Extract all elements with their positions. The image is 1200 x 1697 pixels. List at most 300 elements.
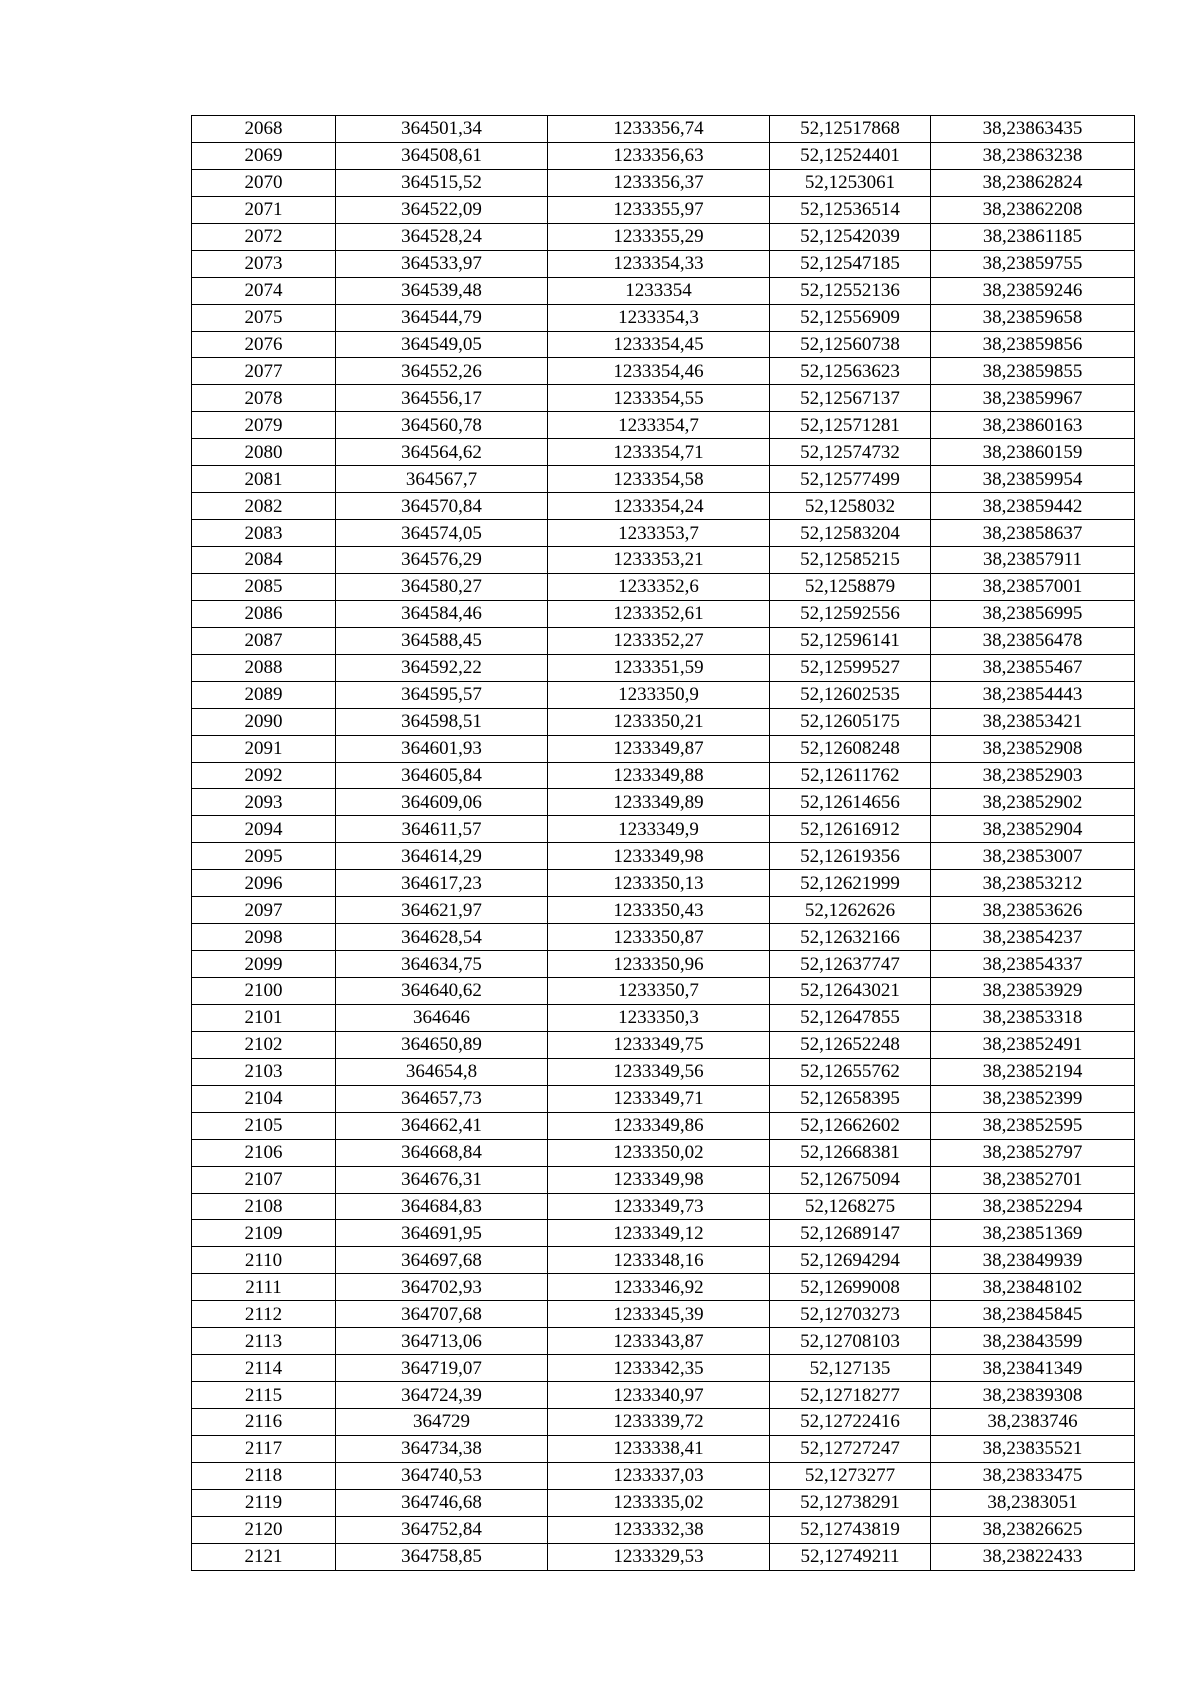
table-row: [192, 1489, 1135, 1516]
latitude-cell: 52,127135: [770, 1355, 931, 1382]
y-coordinate-cell: 1233342,35: [548, 1355, 770, 1382]
x-coordinate-cell: 364539,48: [336, 277, 548, 304]
longitude-cell: 38,23862824: [931, 169, 1135, 196]
latitude-cell: 52,12708103: [770, 1328, 931, 1355]
x-coordinate-cell: 364522,09: [336, 196, 548, 223]
x-coordinate-cell: 364515,52: [336, 169, 548, 196]
x-coordinate-cell: 364740,53: [336, 1462, 548, 1489]
y-coordinate-cell: 1233337,03: [548, 1462, 770, 1489]
longitude-cell: 38,2383051: [931, 1489, 1135, 1516]
longitude-cell: 38,23839308: [931, 1382, 1135, 1409]
y-coordinate-cell: 1233352,61: [548, 600, 770, 627]
table-row: [192, 897, 1135, 924]
x-coordinate-cell: 364640,62: [336, 978, 548, 1005]
latitude-cell: 52,1258032: [770, 493, 931, 520]
table-row: [192, 116, 1135, 143]
table-row: [192, 789, 1135, 816]
longitude-cell: 38,23852701: [931, 1166, 1135, 1193]
longitude-cell: 38,23860159: [931, 439, 1135, 466]
x-coordinate-cell: 364758,85: [336, 1543, 548, 1570]
longitude-cell: 38,23852399: [931, 1085, 1135, 1112]
table-row: [192, 681, 1135, 708]
x-coordinate-cell: 364560,78: [336, 412, 548, 439]
longitude-cell: 38,23822433: [931, 1543, 1135, 1570]
longitude-cell: 38,23852908: [931, 735, 1135, 762]
y-coordinate-cell: 1233346,92: [548, 1274, 770, 1301]
table-row: [192, 412, 1135, 439]
point-number-cell: 2102: [192, 1031, 336, 1058]
x-coordinate-cell: 364574,05: [336, 520, 548, 547]
longitude-cell: 38,23852903: [931, 762, 1135, 789]
point-number-cell: 2095: [192, 843, 336, 870]
point-number-cell: 2076: [192, 331, 336, 358]
latitude-cell: 52,12536514: [770, 196, 931, 223]
point-number-cell: 2086: [192, 600, 336, 627]
y-coordinate-cell: 1233350,21: [548, 708, 770, 735]
x-coordinate-cell: 364528,24: [336, 223, 548, 250]
latitude-cell: 52,12668381: [770, 1139, 931, 1166]
longitude-cell: 38,23859954: [931, 466, 1135, 493]
table-row: [192, 1301, 1135, 1328]
table-row: [192, 1031, 1135, 1058]
point-number-cell: 2097: [192, 897, 336, 924]
latitude-cell: 52,12662602: [770, 1112, 931, 1139]
y-coordinate-cell: 1233349,89: [548, 789, 770, 816]
latitude-cell: 52,1273277: [770, 1462, 931, 1489]
latitude-cell: 52,12611762: [770, 762, 931, 789]
y-coordinate-cell: 1233350,96: [548, 951, 770, 978]
table-row: [192, 1220, 1135, 1247]
latitude-cell: 52,12605175: [770, 708, 931, 735]
point-number-cell: 2098: [192, 924, 336, 951]
x-coordinate-cell: 364734,38: [336, 1435, 548, 1462]
x-coordinate-cell: 364713,06: [336, 1328, 548, 1355]
point-number-cell: 2108: [192, 1193, 336, 1220]
latitude-cell: 52,12749211: [770, 1543, 931, 1570]
longitude-cell: 38,23856478: [931, 627, 1135, 654]
table-row: [192, 708, 1135, 735]
latitude-cell: 52,12596141: [770, 627, 931, 654]
y-coordinate-cell: 1233352,6: [548, 573, 770, 600]
x-coordinate-cell: 364617,23: [336, 870, 548, 897]
x-coordinate-cell: 364556,17: [336, 385, 548, 412]
x-coordinate-cell: 364614,29: [336, 843, 548, 870]
y-coordinate-cell: 1233338,41: [548, 1435, 770, 1462]
latitude-cell: 52,1258879: [770, 573, 931, 600]
longitude-cell: 38,23852294: [931, 1193, 1135, 1220]
latitude-cell: 52,12718277: [770, 1382, 931, 1409]
point-number-cell: 2090: [192, 708, 336, 735]
x-coordinate-cell: 364609,06: [336, 789, 548, 816]
table-row: [192, 1328, 1135, 1355]
longitude-cell: 38,23852797: [931, 1139, 1135, 1166]
x-coordinate-cell: 364588,45: [336, 627, 548, 654]
y-coordinate-cell: 1233349,87: [548, 735, 770, 762]
latitude-cell: 52,12517868: [770, 116, 931, 143]
latitude-cell: 52,12655762: [770, 1058, 931, 1085]
latitude-cell: 52,12637747: [770, 951, 931, 978]
longitude-cell: 38,23857001: [931, 573, 1135, 600]
longitude-cell: 38,23859442: [931, 493, 1135, 520]
point-number-cell: 2085: [192, 573, 336, 600]
y-coordinate-cell: 1233350,02: [548, 1139, 770, 1166]
x-coordinate-cell: 364702,93: [336, 1274, 548, 1301]
table-row: [192, 654, 1135, 681]
x-coordinate-cell: 364564,62: [336, 439, 548, 466]
y-coordinate-cell: 1233340,97: [548, 1382, 770, 1409]
y-coordinate-cell: 1233349,86: [548, 1112, 770, 1139]
latitude-cell: 52,12614656: [770, 789, 931, 816]
latitude-cell: 52,12577499: [770, 466, 931, 493]
point-number-cell: 2113: [192, 1328, 336, 1355]
x-coordinate-cell: 364646: [336, 1004, 548, 1031]
latitude-cell: 52,12592556: [770, 600, 931, 627]
x-coordinate-cell: 364611,57: [336, 816, 548, 843]
y-coordinate-cell: 1233349,9: [548, 816, 770, 843]
x-coordinate-cell: 364576,29: [336, 547, 548, 574]
latitude-cell: 52,12542039: [770, 223, 931, 250]
table-row: [192, 1274, 1135, 1301]
point-number-cell: 2111: [192, 1274, 336, 1301]
x-coordinate-cell: 364676,31: [336, 1166, 548, 1193]
latitude-cell: 52,12585215: [770, 547, 931, 574]
longitude-cell: 38,23853421: [931, 708, 1135, 735]
latitude-cell: 52,12567137: [770, 385, 931, 412]
point-number-cell: 2084: [192, 547, 336, 574]
longitude-cell: 38,23852595: [931, 1112, 1135, 1139]
x-coordinate-cell: 364549,05: [336, 331, 548, 358]
point-number-cell: 2101: [192, 1004, 336, 1031]
table-row: [192, 358, 1135, 385]
table-row: [192, 1355, 1135, 1382]
longitude-cell: 38,23851369: [931, 1220, 1135, 1247]
y-coordinate-cell: 1233350,7: [548, 978, 770, 1005]
table-row: [192, 1462, 1135, 1489]
y-coordinate-cell: 1233353,21: [548, 547, 770, 574]
x-coordinate-cell: 364746,68: [336, 1489, 548, 1516]
y-coordinate-cell: 1233355,29: [548, 223, 770, 250]
longitude-cell: 38,23835521: [931, 1435, 1135, 1462]
y-coordinate-cell: 1233354,58: [548, 466, 770, 493]
x-coordinate-cell: 364650,89: [336, 1031, 548, 1058]
point-number-cell: 2068: [192, 116, 336, 143]
longitude-cell: 38,23854337: [931, 951, 1135, 978]
table-row: [192, 223, 1135, 250]
point-number-cell: 2115: [192, 1382, 336, 1409]
table-row: [192, 843, 1135, 870]
longitude-cell: 38,23856995: [931, 600, 1135, 627]
point-number-cell: 2109: [192, 1220, 336, 1247]
latitude-cell: 52,12738291: [770, 1489, 931, 1516]
y-coordinate-cell: 1233355,97: [548, 196, 770, 223]
point-number-cell: 2089: [192, 681, 336, 708]
latitude-cell: 52,12599527: [770, 654, 931, 681]
table-row: [192, 169, 1135, 196]
point-number-cell: 2099: [192, 951, 336, 978]
table-row: [192, 816, 1135, 843]
longitude-cell: 38,23862208: [931, 196, 1135, 223]
longitude-cell: 38,2383746: [931, 1409, 1135, 1436]
table-row: [192, 924, 1135, 951]
latitude-cell: 52,12547185: [770, 250, 931, 277]
point-number-cell: 2105: [192, 1112, 336, 1139]
point-number-cell: 2114: [192, 1355, 336, 1382]
y-coordinate-cell: 1233353,7: [548, 520, 770, 547]
point-number-cell: 2100: [192, 978, 336, 1005]
y-coordinate-cell: 1233356,74: [548, 116, 770, 143]
latitude-cell: 52,12583204: [770, 520, 931, 547]
point-number-cell: 2072: [192, 223, 336, 250]
point-number-cell: 2078: [192, 385, 336, 412]
x-coordinate-cell: 364684,83: [336, 1193, 548, 1220]
x-coordinate-cell: 364662,41: [336, 1112, 548, 1139]
y-coordinate-cell: 1233349,12: [548, 1220, 770, 1247]
point-number-cell: 2070: [192, 169, 336, 196]
table-row: [192, 331, 1135, 358]
longitude-cell: 38,23826625: [931, 1516, 1135, 1543]
longitude-cell: 38,23859855: [931, 358, 1135, 385]
latitude-cell: 52,12652248: [770, 1031, 931, 1058]
x-coordinate-cell: 364752,84: [336, 1516, 548, 1543]
table-row: [192, 978, 1135, 1005]
longitude-cell: 38,23852194: [931, 1058, 1135, 1085]
x-coordinate-cell: 364621,97: [336, 897, 548, 924]
table-row: [192, 1409, 1135, 1436]
x-coordinate-cell: 364544,79: [336, 304, 548, 331]
point-number-cell: 2121: [192, 1543, 336, 1570]
latitude-cell: 52,12643021: [770, 978, 931, 1005]
latitude-cell: 52,12621999: [770, 870, 931, 897]
y-coordinate-cell: 1233354,45: [548, 331, 770, 358]
y-coordinate-cell: 1233348,16: [548, 1247, 770, 1274]
table-row: [192, 762, 1135, 789]
y-coordinate-cell: 1233350,13: [548, 870, 770, 897]
longitude-cell: 38,23859856: [931, 331, 1135, 358]
point-number-cell: 2119: [192, 1489, 336, 1516]
latitude-cell: 52,12727247: [770, 1435, 931, 1462]
x-coordinate-cell: 364605,84: [336, 762, 548, 789]
point-number-cell: 2103: [192, 1058, 336, 1085]
longitude-cell: 38,23854443: [931, 681, 1135, 708]
point-number-cell: 2118: [192, 1462, 336, 1489]
y-coordinate-cell: 1233350,43: [548, 897, 770, 924]
table-row: [192, 1166, 1135, 1193]
longitude-cell: 38,23853007: [931, 843, 1135, 870]
y-coordinate-cell: 1233354,7: [548, 412, 770, 439]
latitude-cell: 52,12619356: [770, 843, 931, 870]
longitude-cell: 38,23859246: [931, 277, 1135, 304]
y-coordinate-cell: 1233354: [548, 277, 770, 304]
point-number-cell: 2087: [192, 627, 336, 654]
table-row: [192, 627, 1135, 654]
y-coordinate-cell: 1233354,46: [548, 358, 770, 385]
point-number-cell: 2117: [192, 1435, 336, 1462]
y-coordinate-cell: 1233350,87: [548, 924, 770, 951]
x-coordinate-cell: 364628,54: [336, 924, 548, 951]
longitude-cell: 38,23859967: [931, 385, 1135, 412]
latitude-cell: 52,12571281: [770, 412, 931, 439]
table-row: [192, 1058, 1135, 1085]
table-row: [192, 304, 1135, 331]
x-coordinate-cell: 364668,84: [336, 1139, 548, 1166]
longitude-cell: 38,23853212: [931, 870, 1135, 897]
longitude-cell: 38,23857911: [931, 547, 1135, 574]
latitude-cell: 52,12675094: [770, 1166, 931, 1193]
longitude-cell: 38,23852491: [931, 1031, 1135, 1058]
latitude-cell: 52,12694294: [770, 1247, 931, 1274]
y-coordinate-cell: 1233356,37: [548, 169, 770, 196]
point-number-cell: 2106: [192, 1139, 336, 1166]
latitude-cell: 52,12689147: [770, 1220, 931, 1247]
table-row: [192, 250, 1135, 277]
latitude-cell: 52,1268275: [770, 1193, 931, 1220]
point-number-cell: 2081: [192, 466, 336, 493]
coordinates-table: [191, 115, 1135, 1571]
y-coordinate-cell: 1233349,75: [548, 1031, 770, 1058]
x-coordinate-cell: 364707,68: [336, 1301, 548, 1328]
longitude-cell: 38,23843599: [931, 1328, 1135, 1355]
longitude-cell: 38,23853929: [931, 978, 1135, 1005]
point-number-cell: 2075: [192, 304, 336, 331]
point-number-cell: 2082: [192, 493, 336, 520]
longitude-cell: 38,23833475: [931, 1462, 1135, 1489]
latitude-cell: 52,12552136: [770, 277, 931, 304]
longitude-cell: 38,23853626: [931, 897, 1135, 924]
y-coordinate-cell: 1233349,56: [548, 1058, 770, 1085]
y-coordinate-cell: 1233354,33: [548, 250, 770, 277]
x-coordinate-cell: 364508,61: [336, 142, 548, 169]
table-row: [192, 466, 1135, 493]
longitude-cell: 38,23861185: [931, 223, 1135, 250]
point-number-cell: 2069: [192, 142, 336, 169]
y-coordinate-cell: 1233354,55: [548, 385, 770, 412]
x-coordinate-cell: 364580,27: [336, 573, 548, 600]
y-coordinate-cell: 1233343,87: [548, 1328, 770, 1355]
y-coordinate-cell: 1233349,88: [548, 762, 770, 789]
point-number-cell: 2071: [192, 196, 336, 223]
latitude-cell: 52,12699008: [770, 1274, 931, 1301]
x-coordinate-cell: 364697,68: [336, 1247, 548, 1274]
x-coordinate-cell: 364567,7: [336, 466, 548, 493]
table-row: [192, 520, 1135, 547]
table-row: [192, 1543, 1135, 1570]
latitude-cell: 52,1253061: [770, 169, 931, 196]
table-row: [192, 1139, 1135, 1166]
latitude-cell: 52,12722416: [770, 1409, 931, 1436]
table-row: [192, 735, 1135, 762]
x-coordinate-cell: 364570,84: [336, 493, 548, 520]
y-coordinate-cell: 1233349,73: [548, 1193, 770, 1220]
point-number-cell: 2088: [192, 654, 336, 681]
latitude-cell: 52,12743819: [770, 1516, 931, 1543]
table-row: [192, 1085, 1135, 1112]
x-coordinate-cell: 364595,57: [336, 681, 548, 708]
longitude-cell: 38,23860163: [931, 412, 1135, 439]
latitude-cell: 52,12703273: [770, 1301, 931, 1328]
y-coordinate-cell: 1233351,59: [548, 654, 770, 681]
point-number-cell: 2091: [192, 735, 336, 762]
table-row: [192, 600, 1135, 627]
y-coordinate-cell: 1233354,24: [548, 493, 770, 520]
longitude-cell: 38,23841349: [931, 1355, 1135, 1382]
longitude-cell: 38,23858637: [931, 520, 1135, 547]
point-number-cell: 2104: [192, 1085, 336, 1112]
point-number-cell: 2110: [192, 1247, 336, 1274]
x-coordinate-cell: 364729: [336, 1409, 548, 1436]
table-row: [192, 1382, 1135, 1409]
table-row: [192, 1435, 1135, 1462]
y-coordinate-cell: 1233349,71: [548, 1085, 770, 1112]
latitude-cell: 52,12560738: [770, 331, 931, 358]
latitude-cell: 52,12647855: [770, 1004, 931, 1031]
table-row: [192, 1193, 1135, 1220]
table-row: [192, 1247, 1135, 1274]
x-coordinate-cell: 364634,75: [336, 951, 548, 978]
latitude-cell: 52,12616912: [770, 816, 931, 843]
table-row: [192, 1004, 1135, 1031]
y-coordinate-cell: 1233356,63: [548, 142, 770, 169]
longitude-cell: 38,23859755: [931, 250, 1135, 277]
x-coordinate-cell: 364654,8: [336, 1058, 548, 1085]
longitude-cell: 38,23863435: [931, 116, 1135, 143]
latitude-cell: 52,12524401: [770, 142, 931, 169]
latitude-cell: 52,12632166: [770, 924, 931, 951]
point-number-cell: 2107: [192, 1166, 336, 1193]
table-row: [192, 547, 1135, 574]
table-row: [192, 277, 1135, 304]
point-number-cell: 2112: [192, 1301, 336, 1328]
y-coordinate-cell: 1233349,98: [548, 1166, 770, 1193]
point-number-cell: 2116: [192, 1409, 336, 1436]
y-coordinate-cell: 1233352,27: [548, 627, 770, 654]
latitude-cell: 52,1262626: [770, 897, 931, 924]
latitude-cell: 52,12608248: [770, 735, 931, 762]
point-number-cell: 2120: [192, 1516, 336, 1543]
point-number-cell: 2092: [192, 762, 336, 789]
latitude-cell: 52,12563623: [770, 358, 931, 385]
table-row: [192, 439, 1135, 466]
table-row: [192, 870, 1135, 897]
y-coordinate-cell: 1233354,3: [548, 304, 770, 331]
longitude-cell: 38,23853318: [931, 1004, 1135, 1031]
coordinates-table-body: [192, 116, 1135, 1571]
x-coordinate-cell: 364601,93: [336, 735, 548, 762]
x-coordinate-cell: 364691,95: [336, 1220, 548, 1247]
longitude-cell: 38,23852902: [931, 789, 1135, 816]
table-row: [192, 1516, 1135, 1543]
longitude-cell: 38,23845845: [931, 1301, 1135, 1328]
point-number-cell: 2074: [192, 277, 336, 304]
table-row: [192, 951, 1135, 978]
point-number-cell: 2094: [192, 816, 336, 843]
latitude-cell: 52,12574732: [770, 439, 931, 466]
point-number-cell: 2083: [192, 520, 336, 547]
table-row: [192, 493, 1135, 520]
point-number-cell: 2077: [192, 358, 336, 385]
x-coordinate-cell: 364584,46: [336, 600, 548, 627]
x-coordinate-cell: 364592,22: [336, 654, 548, 681]
table-row: [192, 196, 1135, 223]
point-number-cell: 2096: [192, 870, 336, 897]
x-coordinate-cell: 364719,07: [336, 1355, 548, 1382]
y-coordinate-cell: 1233329,53: [548, 1543, 770, 1570]
y-coordinate-cell: 1233354,71: [548, 439, 770, 466]
x-coordinate-cell: 364552,26: [336, 358, 548, 385]
x-coordinate-cell: 364724,39: [336, 1382, 548, 1409]
longitude-cell: 38,23855467: [931, 654, 1135, 681]
x-coordinate-cell: 364501,34: [336, 116, 548, 143]
y-coordinate-cell: 1233350,9: [548, 681, 770, 708]
